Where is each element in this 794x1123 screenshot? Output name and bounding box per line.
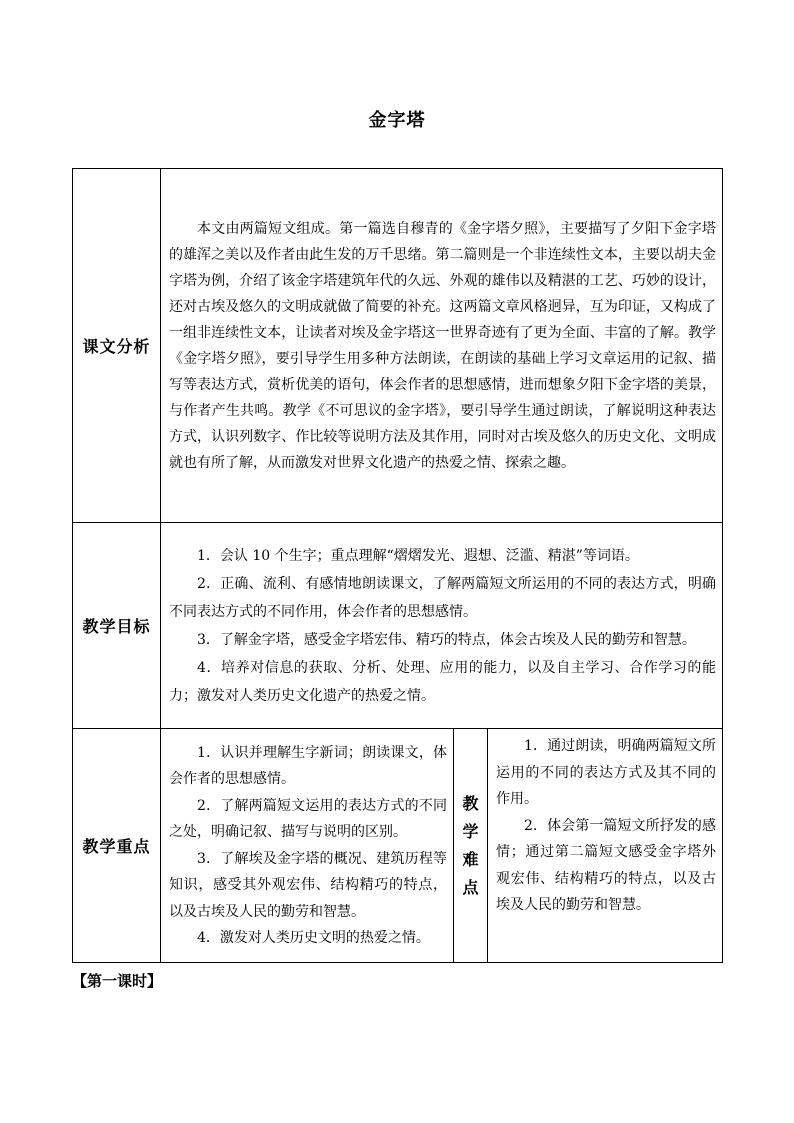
objective-item-1: 1．会认 10 个生字；重点理解“熠熠发光、遐想、泛滥、精湛”等词语。 — [197, 547, 639, 564]
objective-item-2: 2．正确、流利、有感情地朗读课文，了解两篇短文所运用的不同的表达方式，明确不同表达方式的不同作用，体会作者的思想感情。 — [169, 575, 716, 620]
key-point-item-1: 1．认识并理解生字新词；朗读课文，体会作者的思想感情。 — [169, 744, 447, 787]
difficulties-label-char-4: 点 — [462, 877, 479, 897]
objectives-label: 教学目标 — [73, 523, 161, 729]
key-points-label: 教学重点 — [73, 729, 161, 963]
key-point-item-2: 2．了解两篇短文运用的表达方式的不同之处，明确记叙、描写与说明的区别。 — [169, 797, 447, 840]
difficulties-label-char-3: 难 — [462, 849, 479, 869]
analysis-row — [73, 169, 723, 523]
difficulty-item-1: 1．通过朗读，明确两篇短文所运用的不同的表达方式及其不同的作用。 — [496, 738, 716, 807]
difficulties-label-char-1: 教 — [462, 793, 479, 813]
objective-item-4: 4．培养对信息的获取、分析、处理、应用的能力，以及自主学习、合作学习的能力；激发对人类历史文化遗产的热爱之情。 — [169, 659, 716, 704]
lesson-plan-table — [72, 168, 723, 963]
objective-item-3: 3．了解金字塔，感受金字塔宏伟、精巧的特点，体会古埃及人民的勤劳和智慧。 — [197, 631, 696, 648]
objectives-row — [73, 523, 723, 729]
analysis-label: 课文分析 — [73, 169, 161, 523]
analysis-paragraph: 本文由两篇短文组成。第一篇选自穆青的《金字塔夕照》，主要描写了夕阳下金字塔的雄浑之美以及作者由此生发的万千思绪。第二篇则是一个非连续性文本，主要以胡夫金字塔为例，介绍了该金字塔建筑年代的久远、外观的雄伟以及精湛的工艺、巧妙的设计，还对古埃及悠久的文明成就做了简要的补充。这两篇文章风格迥异，互为印证，又构成了一组非连续性文本，让读者对埃及金字塔这一世界奇迹有了更为全面、丰富的了解。教学《金字塔夕照》，要引导学生用多种方法朗读，在朗读的基础上学习文章运用的记叙、描写等表达方式，赏析优美的语句，体会作者的思想感情，进而想象夕阳下金字塔的美景，与作者产生共鸣。教学《不可思议的金字塔》，要引导学生通过朗读，了解说明这种表达方式，认识列数字、作比较等说明方法及其作用，同时对古埃及悠久的历史文化、文明成就也有所了解，从而激发对世界文化遗产的热爱之情、探索之趣。 — [169, 220, 716, 471]
difficulties-label-char-2: 学 — [462, 821, 479, 841]
key-point-item-4: 4．激发对人类历史文明的热爱之情。 — [197, 930, 430, 946]
difficulty-item-2: 2．体会第一篇短文所抒发的感情；通过第二篇短文感受金字塔外观宏伟、结构精巧的特点，以及古埃及人民的勤劳和智慧。 — [496, 817, 716, 913]
key-points-row — [73, 729, 723, 963]
difficulties-content — [488, 729, 723, 963]
key-points-content — [161, 729, 454, 963]
section-heading: 【第一课时】 — [72, 972, 163, 990]
difficulties-label — [454, 729, 488, 963]
objectives-content — [161, 523, 723, 729]
analysis-content — [161, 169, 723, 523]
key-point-item-3: 3．了解埃及金字塔的概况、建筑历程等知识，感受其外观宏伟、结构精巧的特点，以及古埃及人民的勤劳和智慧。 — [169, 850, 447, 920]
page-title: 金字塔 — [368, 110, 426, 131]
